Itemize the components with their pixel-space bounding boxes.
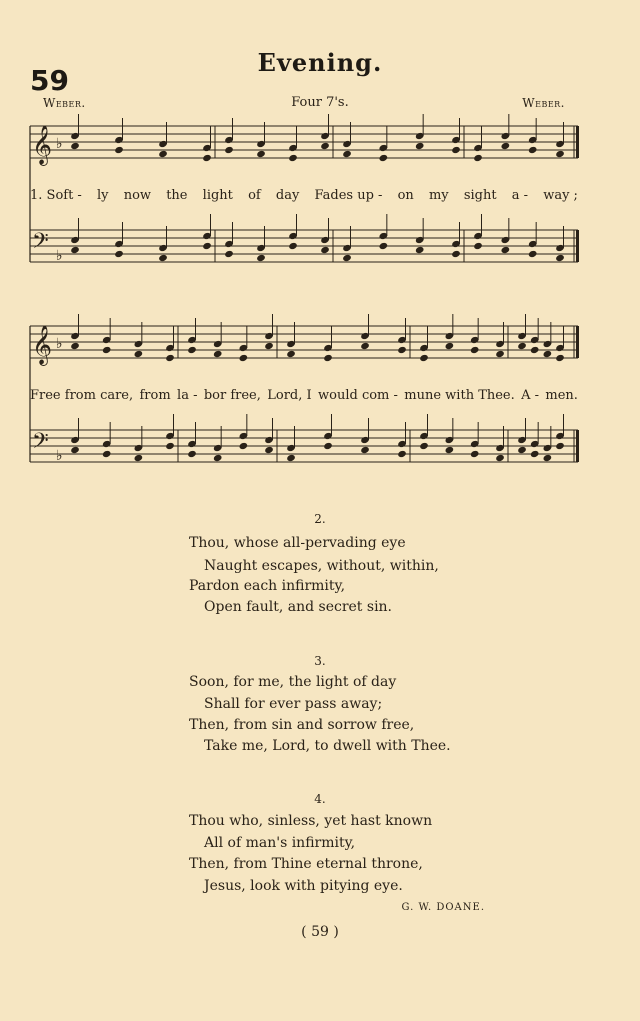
note-head [158,254,168,262]
note-head [495,350,505,358]
flat-icon: ♭ [56,248,63,264]
verse-line: Naught escapes, without, within, [204,558,439,574]
note-head [501,246,511,254]
lyric-syllable: a - [511,188,529,203]
lyrics-line-2 [30,388,578,403]
lyric-syllable: A - [521,388,540,403]
note-head [360,446,370,454]
flat-icon: ♭ [56,336,63,352]
note-head [342,254,352,262]
lyric-syllable: ly [97,188,109,203]
flat-icon: ♭ [56,448,63,464]
note-head [239,354,249,362]
verse-line: Pardon each infirmity, [189,578,346,594]
note-head [288,154,298,162]
lyric-syllable: would com - [318,388,398,403]
note-head [70,446,80,454]
lyric-syllable: from [139,388,171,403]
note-head [286,454,296,462]
lyric-syllable: Free from care, [30,388,134,403]
note-head [397,346,407,354]
page-number: ( 59 ) [301,924,339,940]
lyric-syllable: la - [177,388,198,403]
note-head [419,442,429,450]
note-head [543,454,553,462]
verse-line: Soon, for me, the light of day [189,674,397,690]
note-head [320,246,330,254]
note-head [264,342,274,350]
note-head [495,454,505,462]
final-barline [576,430,579,462]
stanza-number: 4. [314,792,326,806]
note-head [555,254,565,262]
note-head [202,154,212,162]
verse-line: Take me, Lord, to dwell with Thee. [204,738,451,754]
note-head [415,142,425,150]
treble-clef-icon: 𝄞 [32,325,53,365]
lyric-syllable: bor free, [203,388,261,403]
note-head [473,154,483,162]
meter-label: Four 7's. [291,95,349,110]
note-head [70,342,80,350]
note-head [415,246,425,254]
note-head [530,346,540,354]
bass-clef-icon: 𝄢 [32,229,49,259]
note-head [470,346,480,354]
lyric-syllable: my [428,188,449,203]
note-head [543,350,553,358]
note-head [323,354,333,362]
note-head [70,246,80,254]
lyric-syllable: 1. Soft - [30,188,82,203]
note-head [187,450,197,458]
verse-line: Then, from sin and sorrow free, [189,717,415,733]
author-credit: G. W. DOANE. [401,902,485,913]
lyric-syllable: on [397,188,414,203]
verse-line: Shall for ever pass away; [204,696,383,712]
note-head [342,150,352,158]
verse-line: Then, from Thine eternal throne, [189,856,423,872]
note-head [470,450,480,458]
verse-line: Thou who, sinless, yet hast known [189,813,433,829]
note-head [256,150,266,158]
lyric-syllable: way ; [543,188,578,203]
note-head [165,442,175,450]
lyric-syllable: Lord, I [267,388,312,403]
treble-clef-icon: 𝄞 [32,125,53,165]
note-head [187,346,197,354]
flat-icon: ♭ [56,136,63,152]
note-head [419,354,429,362]
note-head [320,142,330,150]
hymn-title: Evening. [257,48,383,77]
note-head [445,446,455,454]
note-head [379,154,389,162]
note-head [213,350,223,358]
note-head [323,442,333,450]
note-head [555,354,565,362]
note-head [397,450,407,458]
note-head [114,146,124,154]
final-barline [576,126,579,158]
note-head [473,242,483,250]
lyric-syllable: the [166,188,188,203]
lyric-syllable: men. [545,388,578,403]
note-head [451,146,461,154]
note-head [70,142,80,150]
note-head [114,250,124,258]
note-head [202,242,212,250]
note-head [134,350,144,358]
note-head [379,242,389,250]
note-head [451,250,461,258]
note-head [555,150,565,158]
note-head [528,146,538,154]
lyric-syllable: light [202,188,233,203]
note-head [213,454,223,462]
note-head [239,442,249,450]
final-barline [576,230,579,262]
lyric-syllable: of [248,188,261,203]
note-head [445,342,455,350]
note-head [517,342,527,350]
verse-line: Thou, whose all-pervading eye [189,535,406,551]
verse-line: Jesus, look with pitying eye. [204,878,403,894]
arranger-credit: Weber. [522,96,565,110]
note-head [224,250,234,258]
lyric-syllable: sight [463,188,497,203]
note-head [288,242,298,250]
bass-clef-icon: 𝄢 [32,429,49,459]
verse-line: Open fault, and secret sin. [204,599,393,615]
note-head [530,450,540,458]
lyric-syllable: Fades up - [314,188,383,203]
verse-line: All of man's infirmity, [204,835,356,851]
lyric-syllable: mune with Thee. [404,388,515,403]
stanza-number: 2. [314,512,326,526]
hymn-number: 59 [30,64,69,97]
note-head [555,442,565,450]
note-head [360,342,370,350]
lyric-syllable: now [123,188,152,203]
lyrics-line-1 [30,188,578,203]
final-barline [576,326,579,358]
note-head [102,346,112,354]
note-head [286,350,296,358]
note-head [528,250,538,258]
note-head [158,150,168,158]
note-head [224,146,234,154]
note-head [256,254,266,262]
lyric-syllable: day [275,188,300,203]
note-head [134,454,144,462]
composer-credit: Weber. [43,96,86,110]
note-head [501,142,511,150]
stanza-number: 3. [314,654,326,668]
note-head [264,446,274,454]
note-head [165,354,175,362]
note-head [102,450,112,458]
note-head [517,446,527,454]
